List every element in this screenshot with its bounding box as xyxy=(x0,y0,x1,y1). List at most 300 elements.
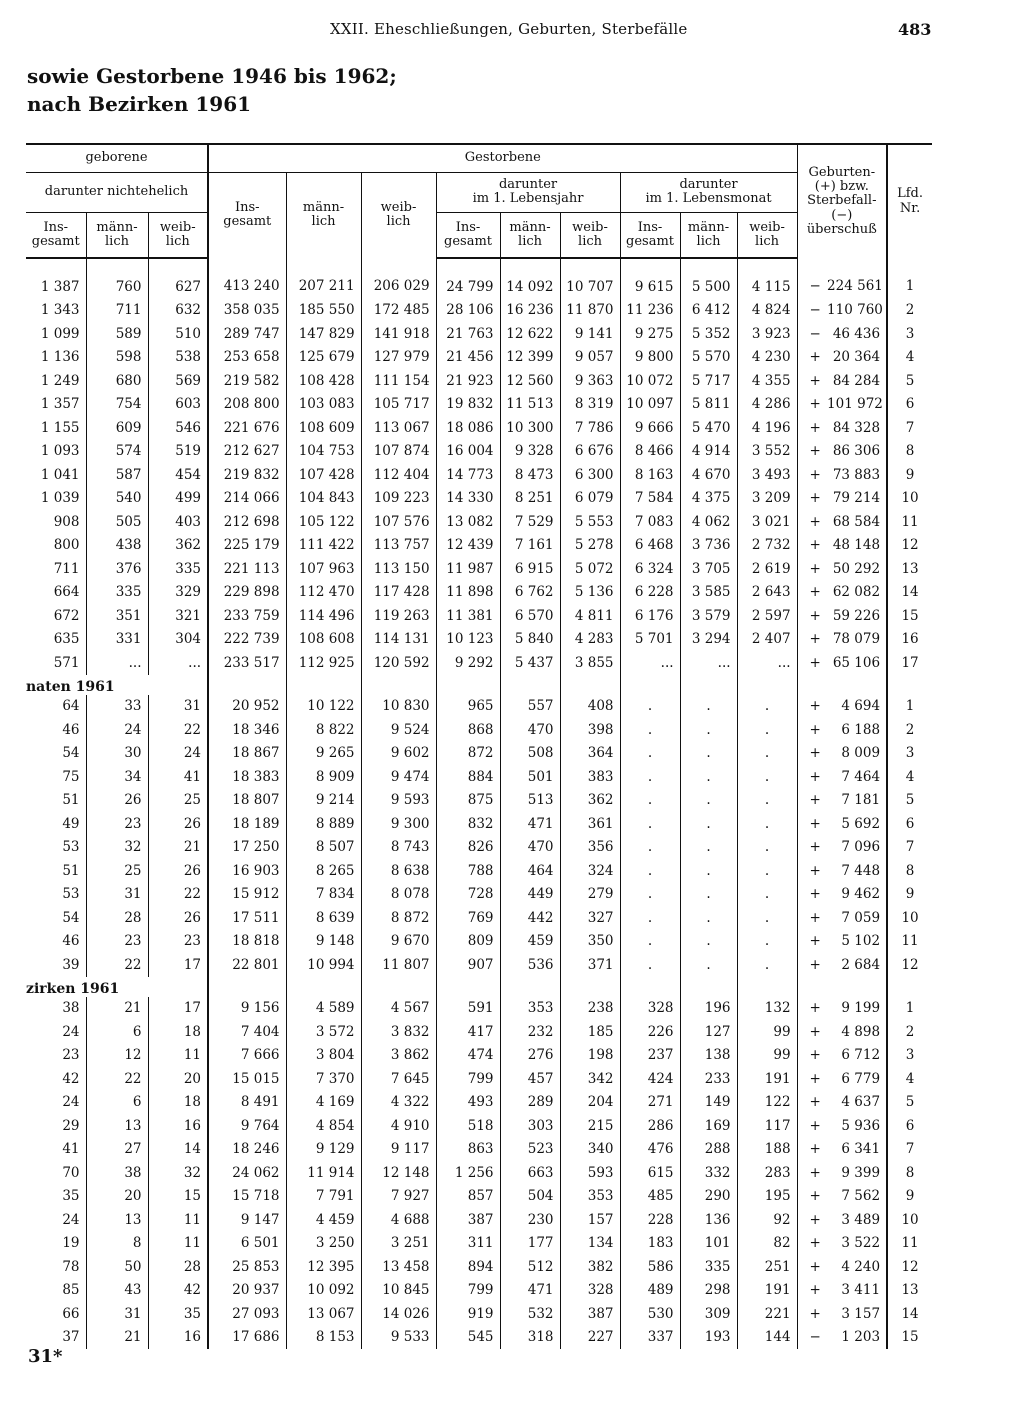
table-cell: 78 xyxy=(62,1258,80,1275)
table-cell: 27 093 xyxy=(208,1302,286,1326)
table-cell: 108 609 xyxy=(286,416,361,440)
table-cell: 219 582 xyxy=(208,369,286,393)
table-cell: 664 xyxy=(53,584,80,601)
sign-cell: + xyxy=(797,534,827,558)
table-cell: 3 585 xyxy=(680,581,737,605)
table-cell: 518 xyxy=(436,1114,500,1138)
table-cell: 276 xyxy=(500,1044,560,1068)
table-cell: 20 364 xyxy=(832,349,881,366)
table-cell: 1 155 xyxy=(40,419,80,436)
table-cell: 7 370 xyxy=(286,1067,361,1091)
table-cell: 8 265 xyxy=(286,859,361,883)
table-cell: . xyxy=(620,742,680,766)
row-number-cell: 2 xyxy=(887,299,932,323)
table-cell: 6 779 xyxy=(841,1070,881,1087)
table-cell: 18 xyxy=(148,1091,208,1115)
table-cell: 13 458 xyxy=(361,1255,436,1279)
table-row xyxy=(26,628,932,652)
sign-cell: + xyxy=(797,997,827,1021)
table-cell: 46 xyxy=(62,721,80,738)
row-number-cell: 17 xyxy=(887,651,932,675)
table-cell: 253 658 xyxy=(208,346,286,370)
table-cell: . xyxy=(680,836,737,860)
table-cell: 12 xyxy=(86,1044,148,1068)
table-cell: 9 141 xyxy=(560,322,620,346)
table-cell: 157 xyxy=(560,1208,620,1232)
header-lebensjahr-insgesamt: Ins- gesamt xyxy=(436,212,500,258)
table-cell: 18 383 xyxy=(208,765,286,789)
table-row xyxy=(26,1326,932,1350)
table-cell: 1 093 xyxy=(40,443,80,460)
table-row xyxy=(26,836,932,860)
table-cell: 5 352 xyxy=(680,322,737,346)
header-lebensjahr-maennlich: männ- lich xyxy=(500,212,560,258)
table-row xyxy=(26,487,932,511)
table-cell: 9 474 xyxy=(361,765,436,789)
table-cell: 12 399 xyxy=(500,346,560,370)
row-number-cell: 9 xyxy=(887,1185,932,1209)
row-number-cell: 7 xyxy=(887,836,932,860)
table-cell: 9 764 xyxy=(208,1114,286,1138)
table-cell: 191 xyxy=(737,1279,797,1303)
table-cell: 117 xyxy=(737,1114,797,1138)
table-cell: 532 xyxy=(500,1302,560,1326)
table-cell: 6 324 xyxy=(620,557,680,581)
table-cell: 39 xyxy=(62,956,80,973)
table-cell: 328 xyxy=(620,997,680,1021)
table-cell: 219 832 xyxy=(208,463,286,487)
table-cell: 3 923 xyxy=(737,322,797,346)
table-cell: 6 xyxy=(86,1020,148,1044)
table-cell: 24 062 xyxy=(208,1161,286,1185)
table-cell: 7 584 xyxy=(620,487,680,511)
table-cell: 907 xyxy=(436,953,500,977)
table-cell: 4 196 xyxy=(737,416,797,440)
sign-cell: + xyxy=(797,765,827,789)
table-cell: 6 468 xyxy=(620,534,680,558)
sign-cell: + xyxy=(797,718,827,742)
table-cell: 25 xyxy=(148,789,208,813)
row-number-cell: 2 xyxy=(887,1020,932,1044)
table-cell: 9 524 xyxy=(361,718,436,742)
table-cell: 7 404 xyxy=(208,1020,286,1044)
sign-cell: + xyxy=(797,695,827,719)
table-cell: 9 117 xyxy=(361,1138,436,1162)
table-cell: 8 466 xyxy=(620,440,680,464)
table-cell: 519 xyxy=(148,440,208,464)
table-cell: 799 xyxy=(436,1067,500,1091)
table-cell: 3 736 xyxy=(680,534,737,558)
table-cell: 10 123 xyxy=(436,628,500,652)
table-cell: . xyxy=(680,695,737,719)
table-cell: 19 xyxy=(62,1235,80,1252)
table-cell: 875 xyxy=(436,789,500,813)
header-lebensjahr: darunter im 1. Lebensjahr xyxy=(436,172,620,212)
table-cell: 9 265 xyxy=(286,742,361,766)
table-row xyxy=(26,1232,932,1256)
table-cell: 857 xyxy=(436,1185,500,1209)
table-cell: 340 xyxy=(560,1138,620,1162)
table-cell: 4 589 xyxy=(286,997,361,1021)
table-cell: 101 972 xyxy=(827,396,883,413)
table-cell: 103 083 xyxy=(286,393,361,417)
table-cell: 371 xyxy=(560,953,620,977)
table-cell: 6 188 xyxy=(841,721,881,738)
table-cell: 53 xyxy=(62,886,80,903)
table-cell: 221 676 xyxy=(208,416,286,440)
table-cell: 17 xyxy=(148,953,208,977)
table-cell: 16 xyxy=(148,1114,208,1138)
table-cell: . xyxy=(680,953,737,977)
table-cell: 22 xyxy=(86,953,148,977)
table-cell: 3 294 xyxy=(680,628,737,652)
table-cell: 711 xyxy=(53,560,80,577)
table-cell: 141 918 xyxy=(361,322,436,346)
table-cell: ... xyxy=(680,651,737,675)
table-cell: . xyxy=(737,883,797,907)
table-cell: 304 xyxy=(148,628,208,652)
table-cell: 10 994 xyxy=(286,953,361,977)
sign-cell: + xyxy=(797,1161,827,1185)
table-cell: 149 xyxy=(680,1091,737,1115)
table-row xyxy=(26,258,932,299)
table-cell: 459 xyxy=(500,930,560,954)
table-cell: 127 xyxy=(680,1020,737,1044)
table-cell: . xyxy=(680,789,737,813)
table-cell: 728 xyxy=(436,883,500,907)
table-row xyxy=(26,1044,932,1068)
table-cell: 51 xyxy=(62,792,80,809)
table-cell: 31 xyxy=(86,883,148,907)
table-cell: 122 xyxy=(737,1091,797,1115)
sign-cell: + xyxy=(797,1255,827,1279)
table-cell: . xyxy=(737,812,797,836)
table-cell: . xyxy=(737,765,797,789)
table-row xyxy=(26,651,932,675)
table-cell: 1 099 xyxy=(40,325,80,342)
sign-cell: + xyxy=(797,440,827,464)
table-cell: 4 811 xyxy=(560,604,620,628)
table-cell: 117 428 xyxy=(361,581,436,605)
header-nichtehelich-maennlich: männ- lich xyxy=(86,212,148,258)
table-cell: 1 256 xyxy=(436,1161,500,1185)
table-cell: . xyxy=(737,789,797,813)
sign-cell: + xyxy=(797,581,827,605)
table-cell: 318 xyxy=(500,1326,560,1350)
table-cell: 43 xyxy=(86,1279,148,1303)
table-row xyxy=(26,1138,932,1162)
table-cell: 303 xyxy=(500,1114,560,1138)
table-cell: 569 xyxy=(148,369,208,393)
table-cell: 110 760 xyxy=(827,302,883,319)
sign-cell: − xyxy=(797,299,827,323)
table-cell: 2 732 xyxy=(737,534,797,558)
table-cell: 908 xyxy=(53,513,80,530)
table-cell: 17 xyxy=(148,997,208,1021)
table-cell: 4 230 xyxy=(737,346,797,370)
table-row xyxy=(26,1161,932,1185)
table-row xyxy=(26,463,932,487)
table-cell: 229 898 xyxy=(208,581,286,605)
table-cell: 11 870 xyxy=(560,299,620,323)
row-number-cell: 4 xyxy=(887,765,932,789)
table-cell: 28 xyxy=(148,1255,208,1279)
table-cell: 26 xyxy=(148,906,208,930)
table-cell: 7 834 xyxy=(286,883,361,907)
table-cell: 16 004 xyxy=(436,440,500,464)
table-row xyxy=(26,1114,932,1138)
table-cell: 283 xyxy=(737,1161,797,1185)
table-cell: 799 xyxy=(436,1279,500,1303)
table-cell: 23 xyxy=(62,1047,80,1064)
sign-cell: − xyxy=(797,1326,827,1350)
header-lebensmonat: darunter im 1. Lebensmonat xyxy=(620,172,797,212)
table-cell: 18 818 xyxy=(208,930,286,954)
table-cell: 13 xyxy=(86,1208,148,1232)
table-cell: 5 102 xyxy=(841,933,881,950)
table-cell: . xyxy=(737,953,797,977)
table-cell: 1 203 xyxy=(841,1329,881,1346)
table-cell: 207 211 xyxy=(286,258,361,299)
table-cell: 11 807 xyxy=(361,953,436,977)
table-cell: 289 747 xyxy=(208,322,286,346)
table-cell: 382 xyxy=(560,1255,620,1279)
table-cell: 442 xyxy=(500,906,560,930)
table-cell: 10 122 xyxy=(286,695,361,719)
table-cell: 114 131 xyxy=(361,628,436,652)
table-cell: 18 189 xyxy=(208,812,286,836)
table-cell: 4 898 xyxy=(841,1023,881,1040)
row-number-cell: 12 xyxy=(887,534,932,558)
table-cell: 215 xyxy=(560,1114,620,1138)
table-cell: 328 xyxy=(560,1279,620,1303)
table-cell: 15 718 xyxy=(208,1185,286,1209)
sign-cell: + xyxy=(797,859,827,883)
table-cell: 288 xyxy=(680,1138,737,1162)
table-cell: 788 xyxy=(436,859,500,883)
table-cell: 571 xyxy=(53,654,80,671)
table-cell: 113 150 xyxy=(361,557,436,581)
table-cell: 24 xyxy=(148,742,208,766)
table-row xyxy=(26,1020,932,1044)
table-cell: 12 148 xyxy=(361,1161,436,1185)
table-cell: 53 xyxy=(62,839,80,856)
table-cell: 1 041 xyxy=(40,466,80,483)
table-cell: 8 638 xyxy=(361,859,436,883)
table-cell: 127 979 xyxy=(361,346,436,370)
table-cell: 598 xyxy=(86,346,148,370)
table-row xyxy=(26,883,932,907)
table-cell: 383 xyxy=(560,765,620,789)
table-cell: 212 627 xyxy=(208,440,286,464)
table-cell: . xyxy=(680,718,737,742)
table-cell: 17 250 xyxy=(208,836,286,860)
sign-cell: + xyxy=(797,836,827,860)
table-cell: . xyxy=(620,953,680,977)
table-cell: 18 867 xyxy=(208,742,286,766)
table-cell: 672 xyxy=(53,607,80,624)
table-cell: 4 115 xyxy=(737,258,797,299)
table-cell: 2 643 xyxy=(737,581,797,605)
section-header-row xyxy=(26,977,932,997)
table-cell: 49 xyxy=(62,815,80,832)
table-cell: . xyxy=(737,930,797,954)
table-cell: 16 903 xyxy=(208,859,286,883)
table-cell: 51 xyxy=(62,862,80,879)
row-number-cell: 1 xyxy=(887,695,932,719)
table-cell: 364 xyxy=(560,742,620,766)
table-cell: 26 xyxy=(148,859,208,883)
table-cell: 11 xyxy=(148,1232,208,1256)
table-cell: . xyxy=(620,906,680,930)
table-cell: 615 xyxy=(620,1161,680,1185)
table-cell: 25 853 xyxy=(208,1255,286,1279)
table-cell: 104 843 xyxy=(286,487,361,511)
table-cell: 8 xyxy=(86,1232,148,1256)
table-cell: 105 122 xyxy=(286,510,361,534)
table-cell: 298 xyxy=(680,1279,737,1303)
table-cell: 82 xyxy=(737,1232,797,1256)
table-cell: 289 xyxy=(500,1091,560,1115)
table-cell: 86 306 xyxy=(832,443,881,460)
table-cell: 7 161 xyxy=(500,534,560,558)
table-cell: 54 xyxy=(62,745,80,762)
table-cell: 3 209 xyxy=(737,487,797,511)
table-cell: 3 489 xyxy=(841,1211,881,1228)
table-cell: 505 xyxy=(86,510,148,534)
table-cell: 884 xyxy=(436,765,500,789)
table-cell: 9 214 xyxy=(286,789,361,813)
table-cell: 353 xyxy=(560,1185,620,1209)
table-cell: 540 xyxy=(86,487,148,511)
table-cell: 760 xyxy=(86,258,148,299)
header-lebensmonat-insgesamt: Ins- gesamt xyxy=(620,212,680,258)
table-cell: 3 572 xyxy=(286,1020,361,1044)
table-cell: 9 615 xyxy=(620,258,680,299)
row-number-cell: 2 xyxy=(887,718,932,742)
table-cell: 4 062 xyxy=(680,510,737,534)
table-cell: 3 157 xyxy=(841,1305,881,1322)
table-cell: 233 xyxy=(680,1067,737,1091)
table-cell: 48 148 xyxy=(832,537,881,554)
table-cell: 22 xyxy=(148,883,208,907)
table-cell: 8 822 xyxy=(286,718,361,742)
table-cell: 9 602 xyxy=(361,742,436,766)
page-title-line-2: nach Bezirken 1961 xyxy=(27,92,252,116)
table-cell: 7 096 xyxy=(841,839,881,856)
table-cell: 62 082 xyxy=(832,584,881,601)
table-cell: 111 154 xyxy=(361,369,436,393)
header-lfd-nr: Lfd. Nr. xyxy=(887,144,932,258)
table-cell: 5 936 xyxy=(841,1117,881,1134)
table-cell: 32 xyxy=(148,1161,208,1185)
table-cell: 24 799 xyxy=(436,258,500,299)
row-number-cell: 5 xyxy=(887,1091,932,1115)
table-cell: 538 xyxy=(148,346,208,370)
table-cell: 112 925 xyxy=(286,651,361,675)
table-cell: 3 411 xyxy=(841,1282,881,1299)
table-cell: 279 xyxy=(560,883,620,907)
table-cell: 2 597 xyxy=(737,604,797,628)
table-cell: 1 136 xyxy=(40,349,80,366)
table-cell: 3 579 xyxy=(680,604,737,628)
table-cell: 191 xyxy=(737,1067,797,1091)
header-gestorbene-maennlich: männ- lich xyxy=(286,172,361,258)
table-cell: ... xyxy=(620,651,680,675)
table-cell: 46 xyxy=(62,933,80,950)
table-cell: 350 xyxy=(560,930,620,954)
table-cell: 24 xyxy=(62,1023,80,1040)
row-number-cell: 10 xyxy=(887,1208,932,1232)
table-cell: 504 xyxy=(500,1185,560,1209)
table-cell: 112 404 xyxy=(361,463,436,487)
table-cell: 8 078 xyxy=(361,883,436,907)
table-cell: 104 753 xyxy=(286,440,361,464)
table-cell: 9 275 xyxy=(620,322,680,346)
row-number-cell: 11 xyxy=(887,510,932,534)
table-cell: 513 xyxy=(500,789,560,813)
table-cell: 3 855 xyxy=(560,651,620,675)
table-cell: 31 xyxy=(148,695,208,719)
table-row xyxy=(26,393,932,417)
table-cell: 221 xyxy=(737,1302,797,1326)
table-cell: 3 251 xyxy=(361,1232,436,1256)
table-cell: 5 072 xyxy=(560,557,620,581)
table-cell: 84 328 xyxy=(832,419,881,436)
table-cell: 21 763 xyxy=(436,322,500,346)
table-cell: 196 xyxy=(680,997,737,1021)
table-cell: 8 507 xyxy=(286,836,361,860)
table-cell: 18 086 xyxy=(436,416,500,440)
table-cell: 335 xyxy=(148,557,208,581)
table-cell: 603 xyxy=(148,393,208,417)
table-cell: 232 xyxy=(500,1020,560,1044)
table-cell: 471 xyxy=(500,1279,560,1303)
table-cell: 20 952 xyxy=(208,695,286,719)
table-cell: 73 883 xyxy=(832,466,881,483)
table-cell: 4 567 xyxy=(361,997,436,1021)
table-cell: 15 015 xyxy=(208,1067,286,1091)
table-row xyxy=(26,997,932,1021)
row-number-cell: 13 xyxy=(887,557,932,581)
table-cell: 11 xyxy=(148,1044,208,1068)
table-cell: 387 xyxy=(560,1302,620,1326)
table-cell: 711 xyxy=(86,299,148,323)
table-cell: 78 079 xyxy=(832,631,881,648)
sign-cell: + xyxy=(797,742,827,766)
table-cell: 188 xyxy=(737,1138,797,1162)
table-row xyxy=(26,1208,932,1232)
header-nichtehelich-weiblich: weib- lich xyxy=(148,212,208,258)
table-cell: 9 199 xyxy=(841,1000,881,1017)
table-cell: 6 300 xyxy=(560,463,620,487)
table-cell: 9 533 xyxy=(361,1326,436,1350)
table-cell: 362 xyxy=(560,789,620,813)
table-cell: 10 845 xyxy=(361,1279,436,1303)
table-cell: 832 xyxy=(436,812,500,836)
table-cell: 4 286 xyxy=(737,393,797,417)
sign-cell: + xyxy=(797,463,827,487)
sign-cell: + xyxy=(797,1302,827,1326)
row-number-cell: 1 xyxy=(887,997,932,1021)
statistics-table xyxy=(26,143,932,1349)
table-cell: 9 666 xyxy=(620,416,680,440)
table-cell: 7 645 xyxy=(361,1067,436,1091)
row-number-cell: 6 xyxy=(887,812,932,836)
table-row xyxy=(26,1302,932,1326)
table-row xyxy=(26,557,932,581)
table-row xyxy=(26,534,932,558)
